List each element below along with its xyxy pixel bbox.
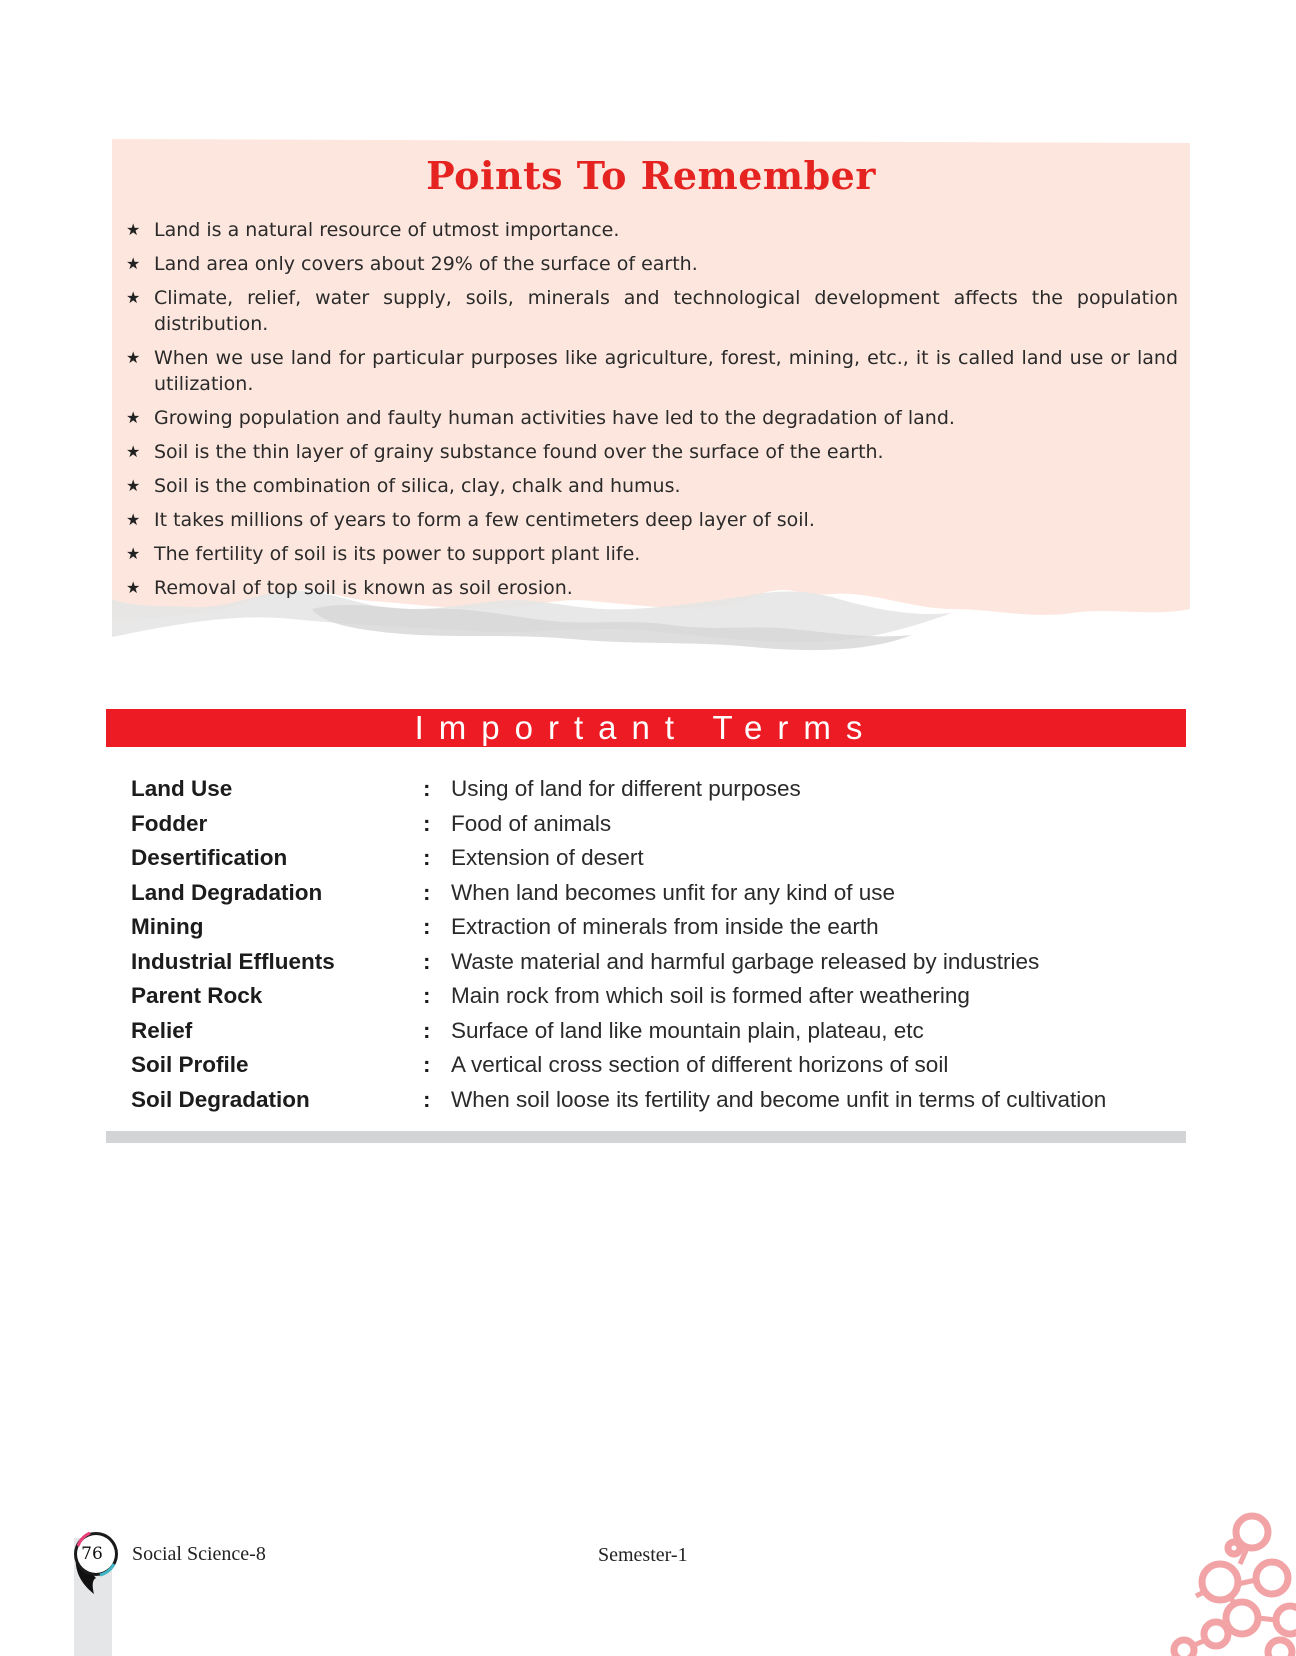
term-name: Land Use — [131, 776, 233, 801]
term-name: Fodder — [131, 810, 208, 836]
term-definition: When soil loose its fertility and become unfit in terms of cultivation — [451, 1086, 1107, 1112]
term-separator: : — [423, 1086, 431, 1112]
term-name: Relief — [131, 1017, 193, 1043]
term-separator: : — [423, 948, 431, 974]
star-icon: ★ — [126, 254, 141, 273]
points-to-remember-box — [112, 139, 1190, 659]
term-definition: Extension of desert — [451, 845, 644, 870]
term-definition: Waste material and harmful garbage released by industries — [451, 948, 1040, 974]
star-icon: ★ — [126, 348, 141, 367]
list-item: ★ Climate, relief, water supply, soils, minerals and technological development affects the population distribution. — [126, 287, 1178, 335]
term-definition: Main rock from which soil is formed after weathering — [451, 983, 970, 1008]
term-separator: : — [423, 845, 431, 870]
term-name: Soil Degradation — [131, 1086, 310, 1112]
molecule-decoration-icon — [1120, 1500, 1296, 1656]
table-row — [131, 1050, 1181, 1085]
star-icon: ★ — [126, 578, 141, 597]
list-item: ★ Soil is the thin layer of grainy substance found over the surface of the earth. — [126, 441, 884, 463]
list-item: ★ Land is a natural resource of utmost importance. — [126, 219, 620, 241]
list-item: ★ It takes millions of years to form a few centimeters deep layer of soil. — [126, 509, 815, 531]
points-list — [126, 217, 1178, 609]
term-separator: : — [423, 983, 431, 1008]
table-row — [131, 809, 1181, 844]
term-name: Parent Rock — [131, 983, 263, 1008]
list-item: ★ Land area only covers about 29% of the surface of earth. — [126, 253, 698, 275]
list-item: ★ Soil is the combination of silica, clay, chalk and humus. — [126, 475, 681, 497]
star-icon: ★ — [126, 442, 141, 461]
table-row — [131, 1016, 1181, 1051]
term-definition: Extraction of minerals from inside the earth — [451, 914, 879, 939]
term-name: Mining — [131, 914, 204, 939]
star-icon: ★ — [126, 220, 141, 239]
term-separator: : — [423, 914, 431, 939]
table-row — [131, 774, 1181, 809]
star-icon: ★ — [126, 408, 141, 427]
important-terms-header — [106, 709, 1186, 747]
term-definition: Using of land for different purposes — [451, 776, 801, 801]
term-name: Soil Profile — [131, 1052, 249, 1077]
page-number: 76 — [81, 1544, 103, 1564]
table-row — [131, 843, 1181, 878]
list-item: ★ The fertility of soil is its power to support plant life. — [126, 543, 641, 565]
star-icon: ★ — [126, 288, 141, 307]
term-separator: : — [423, 879, 431, 905]
table-row — [131, 912, 1181, 947]
points-title: Points To Remember — [426, 153, 876, 198]
table-row — [131, 1085, 1181, 1120]
book-title: Social Science-8 — [132, 1543, 266, 1565]
table-row — [131, 947, 1181, 982]
star-icon: ★ — [126, 476, 141, 495]
term-definition: A vertical cross section of different horizons of soil — [451, 1052, 949, 1077]
term-separator: : — [423, 1052, 431, 1077]
star-icon: ★ — [126, 544, 141, 563]
table-row — [131, 981, 1181, 1016]
semester-label: Semester-1 — [598, 1544, 688, 1566]
table-row — [131, 878, 1181, 913]
term-name: Industrial Effluents — [131, 948, 335, 974]
term-definition: When land becomes unfit for any kind of use — [451, 879, 896, 905]
list-item: ★ Growing population and faulty human activities have led to the degradation of land. — [126, 407, 955, 429]
term-separator: : — [423, 776, 431, 801]
list-item: ★ When we use land for particular purposes like agriculture, forest, mining, etc., it is called land use or land utilization. — [126, 347, 1178, 395]
term-definition: Food of animals — [451, 810, 612, 836]
terms-bottom-divider — [106, 1131, 1186, 1143]
important-terms-title: Important Terms — [414, 709, 878, 746]
term-name: Desertification — [131, 845, 288, 870]
term-definition: Surface of land like mountain plain, plateau, etc — [451, 1017, 924, 1043]
term-name: Land Degradation — [131, 879, 323, 905]
terms-table — [131, 774, 1181, 1119]
star-icon: ★ — [126, 510, 141, 529]
term-separator: : — [423, 810, 431, 836]
term-separator: : — [423, 1017, 431, 1043]
list-item: ★ Removal of top soil is known as soil erosion. — [126, 577, 573, 599]
